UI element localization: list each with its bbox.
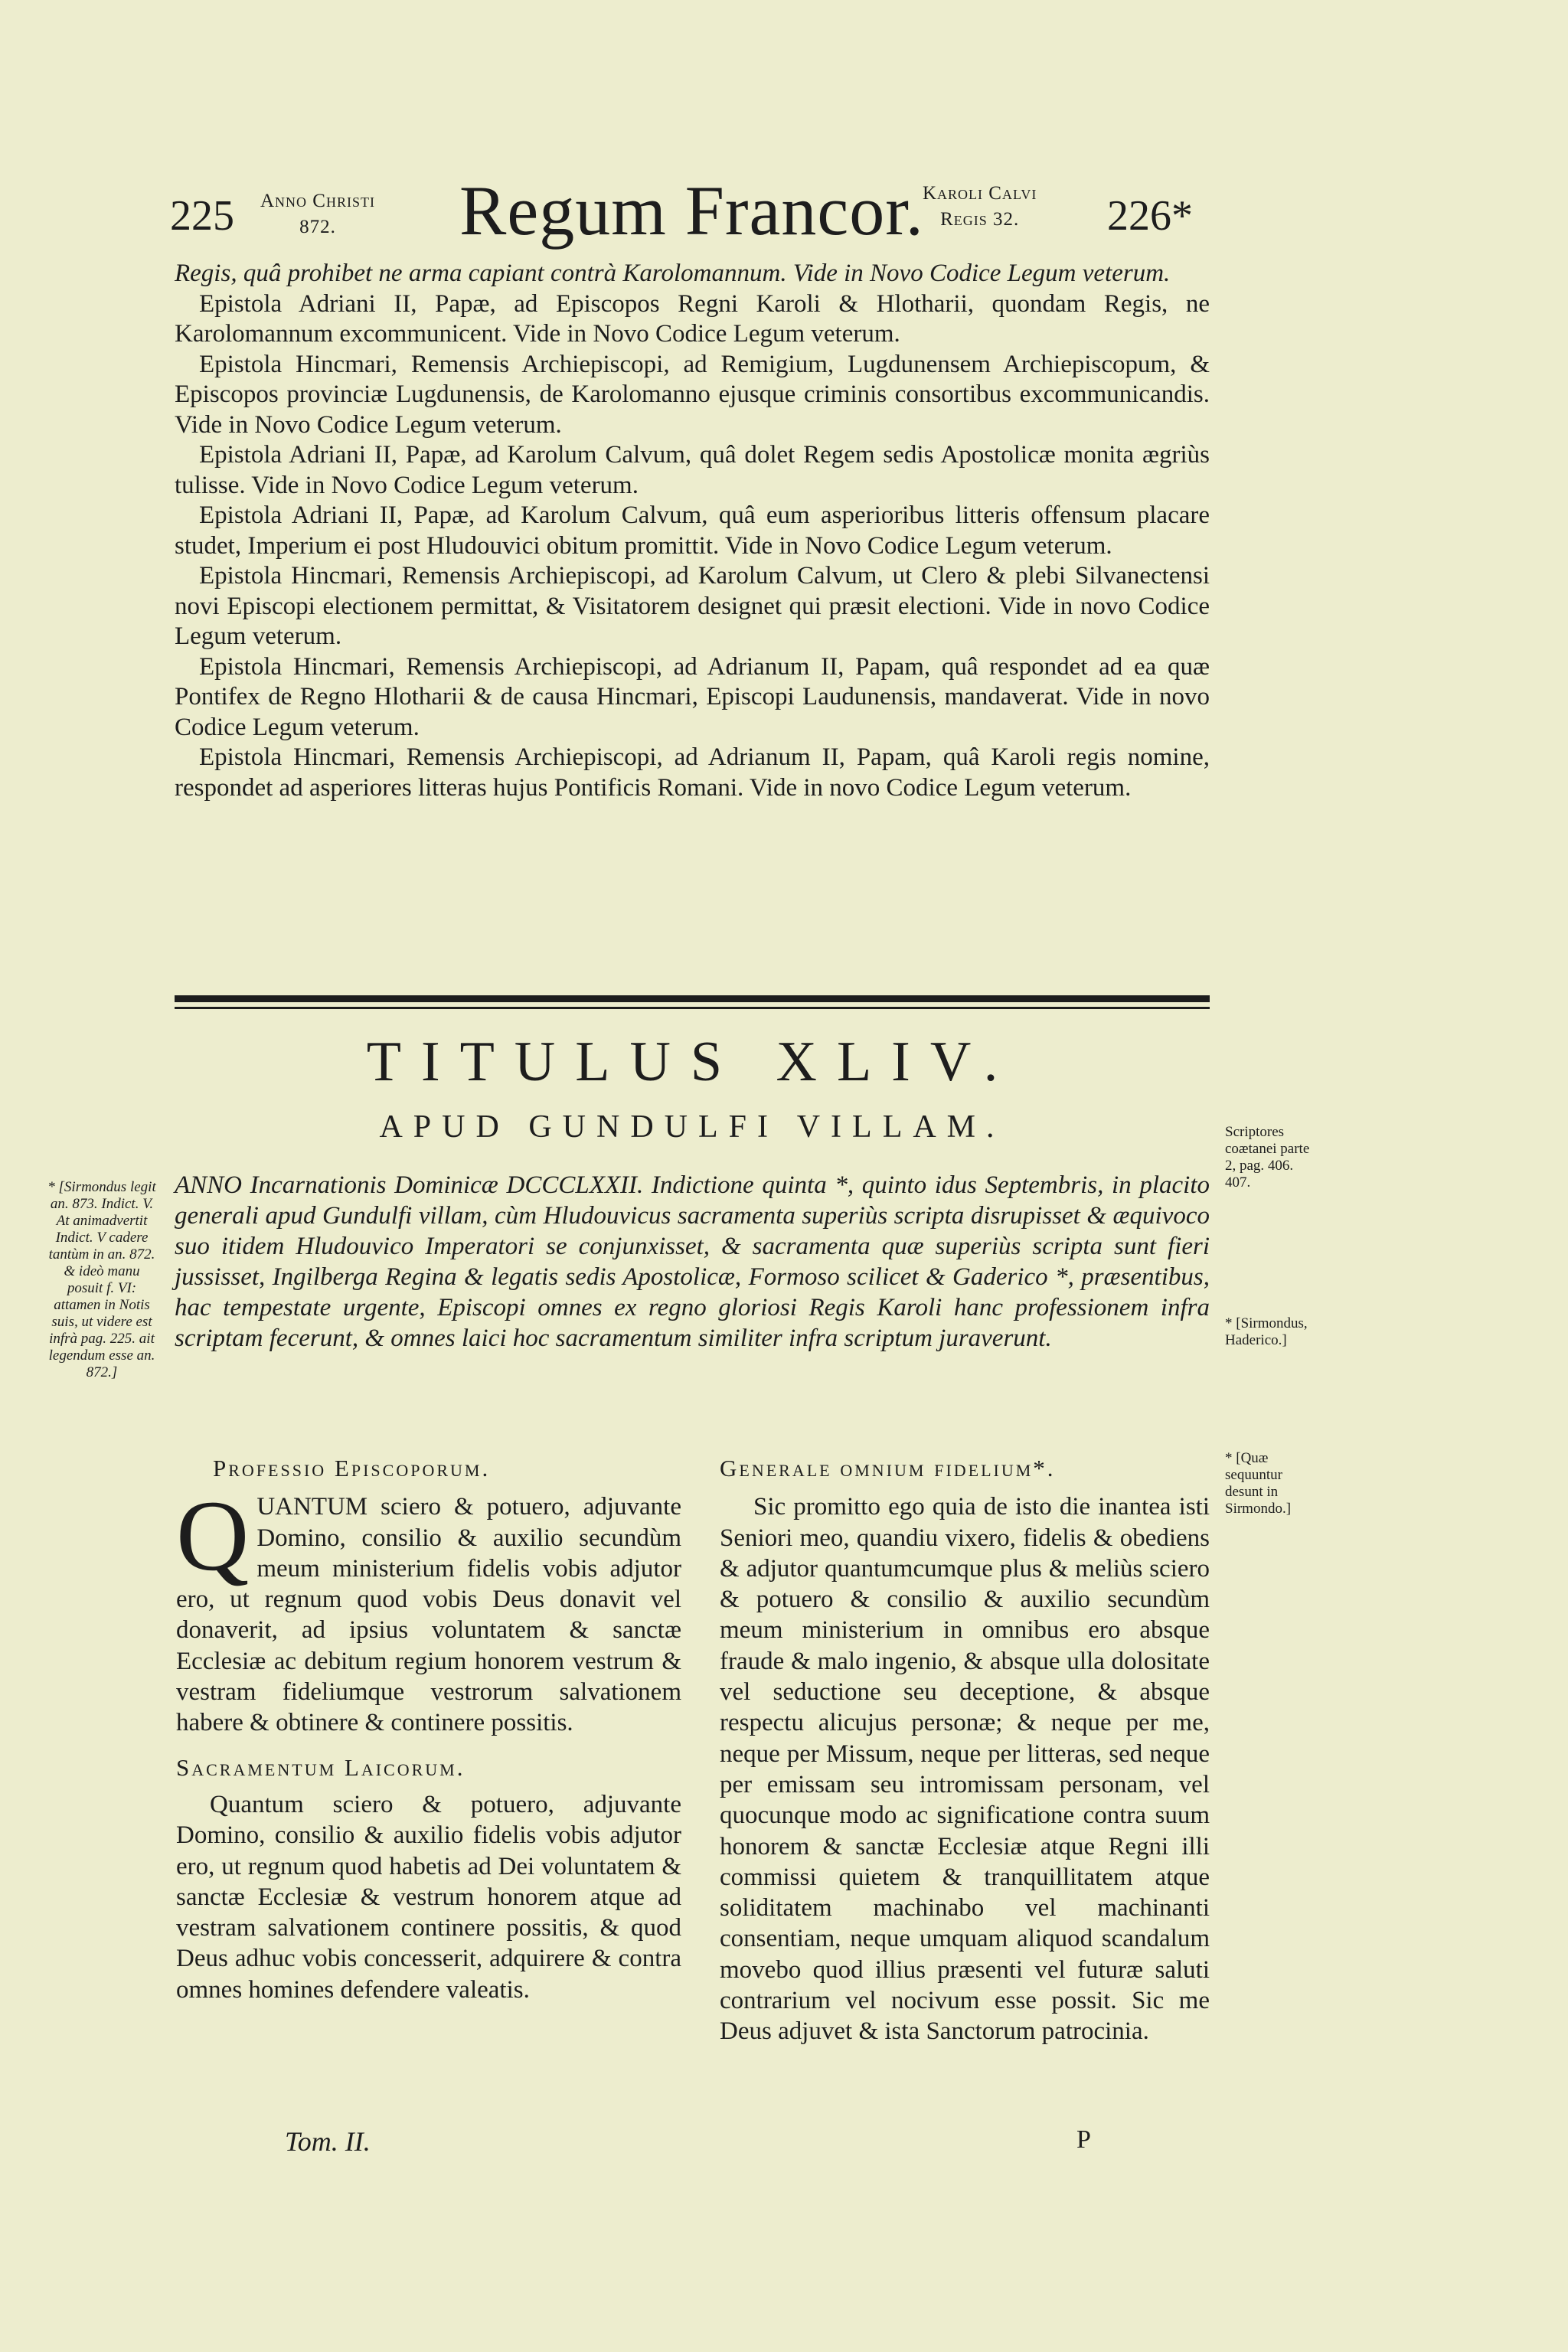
- header-anno-christi: [260, 188, 375, 240]
- entry-paragraph: Epistola Adriani II, Papæ, ad Episcopos Regni Karoli & Hlotharii, quondam Regis, ne Karolomannum excommunicent. Vide in Novo Codice Legum veterum.: [175, 289, 1210, 348]
- epistolae-list: [175, 259, 1210, 803]
- header-karoli-calvi: [923, 181, 1037, 233]
- generale-heading: Generale omnium fidelium*.: [720, 1455, 1056, 1481]
- signature-mark: P: [1076, 2125, 1091, 2154]
- anno-label: Anno Christi: [260, 191, 375, 211]
- generale-text: Sic promitto ego quia de isto die inantea isti Seniori meo, quandiu vixero, fidelis & obediens & adjutor quantumcumque plus & meliùs sciero & potuero & consilio & auxilio secundùm meum ministerium in omnibus ero absque fraude & malo ingenio, & absque ulla dolositate vel seductione seu deceptione, & absque respectu alicujus personæ; & neque per me, neque per Missum, neque per litteras, sed neque per emissam seu intromissam personam, vel quocunque modo ac significatione contra suum honorem & sanctæ Ecclesiæ atque Regni illi commissi quietem & tranquillitatem atque soliditatem machinabo vel machinanti consentiam, neque umquam aliquod scandalum movebo quod illius præsenti vel futuræ saluti contrarium vel nocivum esse possit. Sic me Deus adjuvet & ista Sanctorum patrocinia.: [720, 1493, 1210, 2046]
- entry-paragraph: Epistola Hincmari, Remensis Archiepiscopi, ad Adrianum II, Papam, quâ Karoli regis nomine, respondet ad asperiores litteras hujus Pontificis Romani. Vide in novo Codice Legum veterum.: [175, 743, 1210, 802]
- entry-paragraph: Epistola Adriani II, Papæ, ad Karolum Calvum, quâ eum asperioribus litteris offensum placare studet, Imperium ei post Hludouvici obitum promittit. Vide in Novo Codice Legum veterum.: [175, 501, 1210, 560]
- right-column: [720, 1453, 1210, 2047]
- professio-heading: Professio Episcoporum.: [213, 1455, 491, 1481]
- margin-note-scriptores: Scriptores coætanei parte 2, pag. 406. 407.: [1225, 1124, 1310, 1191]
- volume-label: Tom. II.: [285, 2126, 371, 2157]
- anno-year: 872.: [299, 217, 336, 237]
- entry-paragraph: Epistola Hincmari, Remensis Archiepiscopi, ad Karolum Calvum, ut Clero & plebi Silvanectensi novi Episcopi electionem permittat, & Visitatorem designet qui præsit electioni. Vide in novo Codice Legum veterum.: [175, 562, 1210, 650]
- professio-body: UANTUM sciero & potuero, adjuvante Domino, consilio & auxilio secundùm meum ministerium fidelis vobis adjutor ero, ut regnum quod vobis Deus donavit vel donaverit, ad ipsius voluntatem & sanctæ Ecclesiæ ac debitum regium honorem vestrum & vestram fideliumque vestrorum salvationem habere & obtinere & continere possitis.: [176, 1493, 681, 1737]
- entry-paragraph: Regis, quâ prohibet ne arma capiant contrà Karolomannum. Vide in Novo Codice Legum veterum.: [175, 260, 1171, 287]
- margin-note-sirmondo: * [Quæ sequuntur desunt in Sirmondo.]: [1225, 1450, 1292, 1517]
- karoli-label: Karoli Calvi: [923, 183, 1037, 204]
- left-column: [176, 1453, 681, 2005]
- titulus-heading: TITULUS XLIV.: [366, 1031, 1018, 1093]
- sacramentum-heading: Sacramentum Laicorum.: [176, 1753, 466, 1781]
- apud-subheading: APUD GUNDULFI VILLAM.: [379, 1109, 1005, 1145]
- page-number-left: 225: [170, 192, 234, 240]
- running-title: Regum Francor.: [459, 172, 924, 250]
- drop-cap: Q: [176, 1479, 250, 1592]
- entry-paragraph: Epistola Hincmari, Remensis Archiepiscopi, ad Remigium, Lugdunensem Archiepiscopum, & Episcopos provinciæ Lugdunensis, de Karolomanno ejusque criminis consortibus excommunicandis. Vide in Novo Codice Legum veterum.: [175, 350, 1210, 439]
- page-number-right: 226*: [1107, 192, 1193, 240]
- regis-year: Regis 32.: [940, 209, 1020, 230]
- section-divider-thin: [175, 1007, 1210, 1009]
- margin-note-haderico: * [Sirmondus, Haderico.]: [1225, 1315, 1308, 1348]
- entry-paragraph: Epistola Adriani II, Papæ, ad Karolum Calvum, quâ dolet Regem sedis Apostolicæ monita ægriùs tulisse. Vide in Novo Codice Legum veterum.: [175, 441, 1210, 499]
- section-divider-thick: [175, 995, 1210, 1002]
- professio-text: [176, 1479, 681, 1738]
- intro-paragraph: ANNO Incarnationis Dominicæ DCCCLXXII. Indictione quinta *, quinto idus Septembris, in placito generali apud Gundulfi villam, cùm Hludouvicus sacramenta superiùs scripta disrupisset & æquivoco suo itidem Hludouvico Imperatori se conjunxisset, & sacramenta quæ superiùs scripta sunt fieri jussisset, Ingilberga Regina & legatis sedis Apostolicæ, Formoso scilicet & Gaderico *, præsentibus, hac tempestate urgente, Episcopi omnes ex regno gloriosi Regis Karoli hanc professionem infra scriptam fecerunt, & omnes laici hoc sacramentum similiter infra scriptum juraverunt.: [175, 1171, 1210, 1352]
- entry-paragraph: Epistola Hincmari, Remensis Archiepiscopi, ad Adrianum II, Papam, quâ respondet ad ea quæ Pontifex de Regno Hlotharii & de causa Hincmari, Episcopi Laudunensis, mandaverat. Vide in novo Codice Legum veterum.: [175, 652, 1210, 741]
- sacramentum-text: Quantum sciero & potuero, adjuvante Domino, consilio & auxilio fidelis vobis adjutor ero, ut regnum quod habetis ad Dei voluntatem & sanctæ Ecclesiæ & vestrum honorem atque ad vestram salvationem continere possitis, & quod Deus adhuc vobis concesserit, adquirere & contra omnes homines defendere valeatis.: [176, 1790, 681, 2004]
- margin-note-left: * [Sirmondus legit an. 873. Indict. V. At animadvertit Indict. V cadere tantùm in an. 872. & ideò manu posuit f. VI: attamen in Notis suis, ut videre est infrà pag. 225. ait legendum esse an. 872.]: [47, 1179, 156, 1380]
